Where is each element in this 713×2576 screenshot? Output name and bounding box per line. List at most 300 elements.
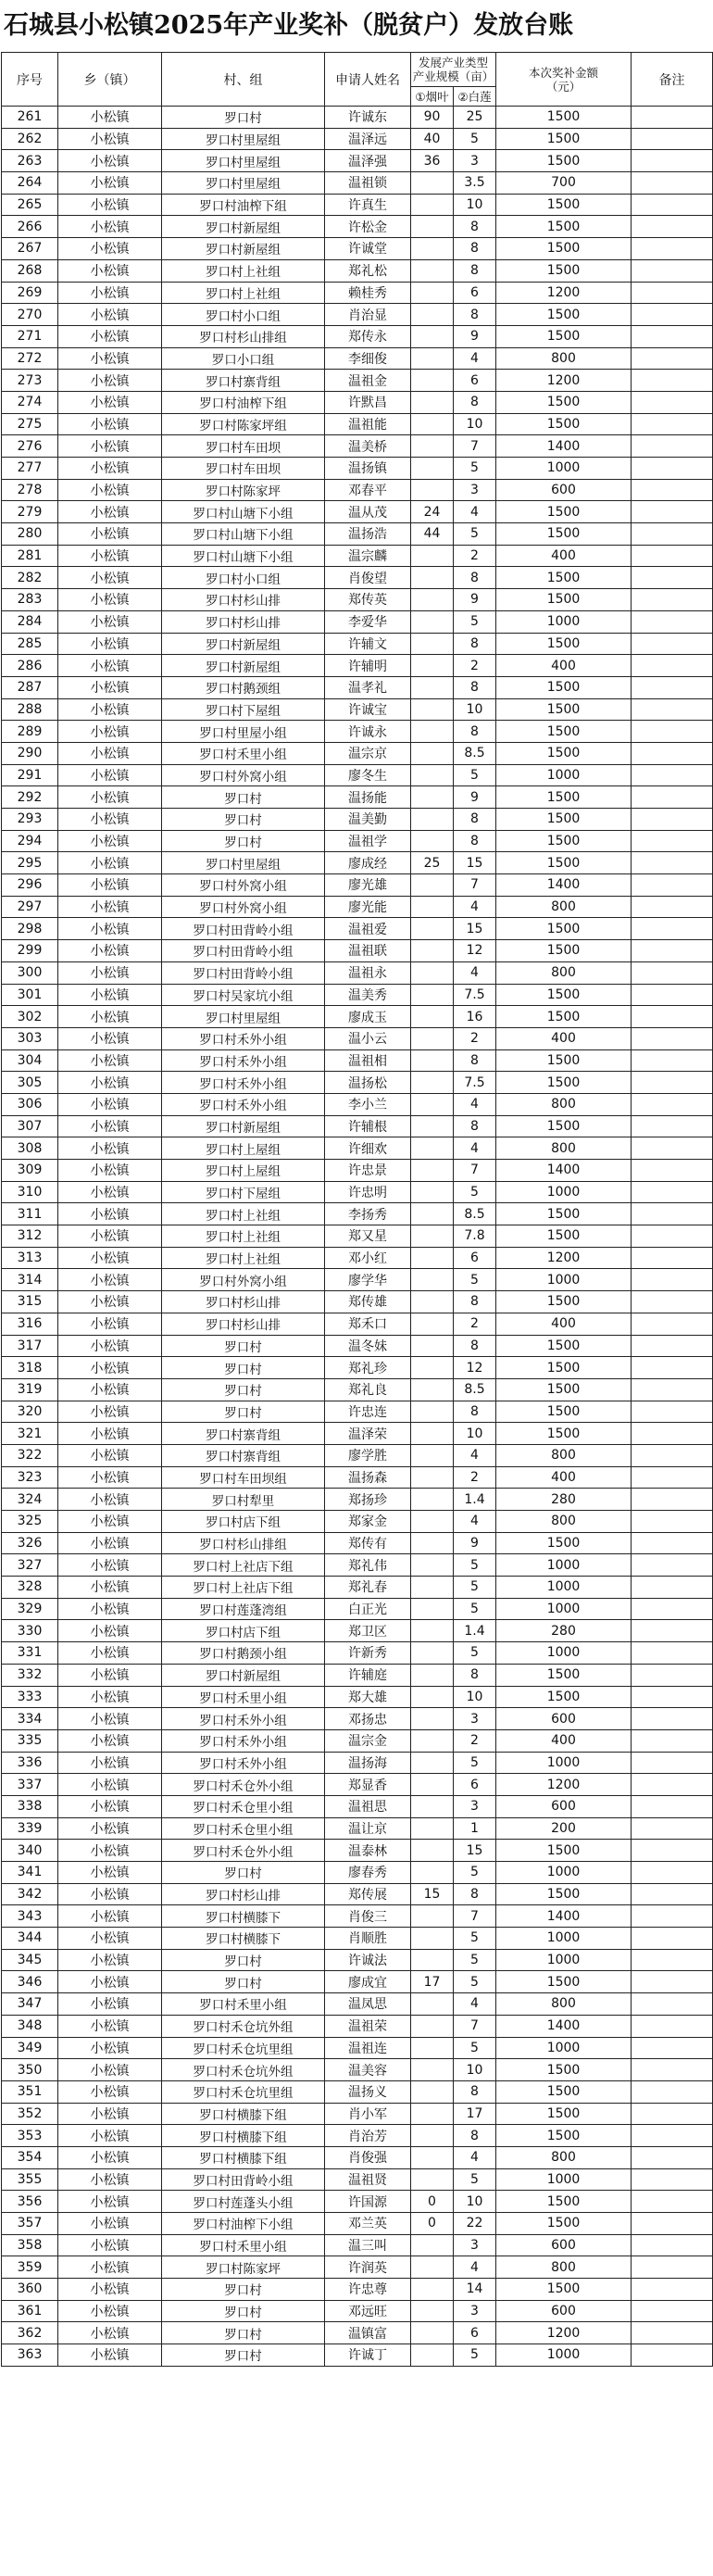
cell-village: 罗口村横膝下组 xyxy=(162,2146,325,2168)
cell-township: 小松镇 xyxy=(58,698,162,721)
cell-village: 罗口村油榨下组 xyxy=(162,391,325,413)
cell-township: 小松镇 xyxy=(58,896,162,918)
cell-remark xyxy=(632,918,713,940)
table-row xyxy=(2,984,713,1006)
table-row xyxy=(2,128,713,150)
cell-township: 小松镇 xyxy=(58,501,162,523)
cell-seq: 333 xyxy=(2,1686,58,1708)
cell-white-lotus: 14 xyxy=(454,2279,496,2301)
cell-village: 罗口村小口组 xyxy=(162,567,325,589)
cell-township: 小松镇 xyxy=(58,589,162,611)
cell-seq: 326 xyxy=(2,1532,58,1554)
cell-amount: 1500 xyxy=(496,259,632,282)
cell-township: 小松镇 xyxy=(58,1795,162,1817)
cell-seq: 353 xyxy=(2,2125,58,2147)
cell-seq: 298 xyxy=(2,918,58,940)
cell-remark xyxy=(632,2234,713,2256)
cell-remark xyxy=(632,391,713,413)
cell-village: 罗口村禾仓坑外组 xyxy=(162,2059,325,2081)
cell-applicant: 温宗麟 xyxy=(325,545,411,567)
table-row xyxy=(2,1049,713,1072)
cell-applicant: 廖成宜 xyxy=(325,1971,411,1993)
cell-township: 小松镇 xyxy=(58,1577,162,1599)
table-row xyxy=(2,1444,713,1466)
cell-white-lotus: 10 xyxy=(454,1423,496,1445)
cell-village: 罗口村犁里 xyxy=(162,1489,325,1511)
table-row xyxy=(2,676,713,698)
cell-village: 罗口村禾里小组 xyxy=(162,1993,325,2016)
cell-remark xyxy=(632,1840,713,1862)
cell-remark xyxy=(632,1247,713,1269)
cell-white-lotus: 8 xyxy=(454,1335,496,1357)
cell-remark xyxy=(632,2256,713,2279)
cell-village: 罗口村 xyxy=(162,1971,325,1993)
cell-township: 小松镇 xyxy=(58,852,162,874)
cell-applicant: 温祖金 xyxy=(325,370,411,392)
cell-township: 小松镇 xyxy=(58,1774,162,1796)
cell-seq: 265 xyxy=(2,194,58,216)
cell-remark xyxy=(632,2344,713,2367)
cell-township: 小松镇 xyxy=(58,391,162,413)
cell-white-lotus: 2 xyxy=(454,1466,496,1489)
cell-village: 罗口村下屋组 xyxy=(162,698,325,721)
cell-white-lotus: 8.5 xyxy=(454,1203,496,1225)
cell-remark xyxy=(632,2103,713,2125)
cell-white-lotus: 2 xyxy=(454,1027,496,1049)
cell-applicant: 温美勤 xyxy=(325,809,411,831)
cell-white-lotus: 8 xyxy=(454,1115,496,1137)
cell-village: 罗口村鹅颈小组 xyxy=(162,1642,325,1665)
table-row xyxy=(2,1840,713,1862)
cell-applicant: 李细俊 xyxy=(325,347,411,370)
cell-applicant: 许忠明 xyxy=(325,1181,411,1203)
cell-applicant: 温祖永 xyxy=(325,961,411,984)
cell-white-lotus: 5 xyxy=(454,1752,496,1774)
cell-white-lotus: 8 xyxy=(454,304,496,326)
cell-applicant: 温祖爱 xyxy=(325,918,411,940)
cell-remark xyxy=(632,567,713,589)
cell-applicant: 温泽强 xyxy=(325,150,411,172)
cell-seq: 323 xyxy=(2,1466,58,1489)
cell-white-lotus: 6 xyxy=(454,370,496,392)
table-row xyxy=(2,282,713,304)
table-row xyxy=(2,830,713,852)
cell-amount: 1200 xyxy=(496,282,632,304)
cell-village: 罗口村禾里小组 xyxy=(162,742,325,764)
cell-township: 小松镇 xyxy=(58,1160,162,1182)
cell-township: 小松镇 xyxy=(58,786,162,809)
cell-seq: 288 xyxy=(2,698,58,721)
cell-village: 罗口村田背岭小组 xyxy=(162,940,325,962)
table-row xyxy=(2,1532,713,1554)
cell-applicant: 李扬秀 xyxy=(325,1203,411,1225)
cell-seq: 347 xyxy=(2,1993,58,2016)
cell-white-lotus: 1 xyxy=(454,1817,496,1840)
cell-white-lotus: 8 xyxy=(454,1049,496,1072)
cell-applicant: 邓小红 xyxy=(325,1247,411,1269)
cell-tobacco xyxy=(411,1905,454,1928)
cell-remark xyxy=(632,1444,713,1466)
cell-remark xyxy=(632,2125,713,2147)
cell-applicant: 郑大雄 xyxy=(325,1686,411,1708)
cell-township: 小松镇 xyxy=(58,2234,162,2256)
cell-amount: 800 xyxy=(496,1993,632,2016)
cell-village: 罗口村 xyxy=(162,2344,325,2367)
cell-amount: 1500 xyxy=(496,238,632,260)
cell-seq: 285 xyxy=(2,633,58,655)
cell-township: 小松镇 xyxy=(58,347,162,370)
cell-white-lotus: 6 xyxy=(454,1774,496,1796)
cell-applicant: 郑传雄 xyxy=(325,1291,411,1313)
cell-applicant: 郑礼松 xyxy=(325,259,411,282)
cell-seq: 271 xyxy=(2,325,58,347)
cell-tobacco xyxy=(411,2103,454,2125)
cell-white-lotus: 3 xyxy=(454,150,496,172)
cell-amount: 1000 xyxy=(496,1577,632,1599)
cell-village: 罗口村山塘下小组 xyxy=(162,523,325,546)
cell-applicant: 许细欢 xyxy=(325,1137,411,1160)
cell-amount: 1500 xyxy=(496,1423,632,1445)
cell-tobacco xyxy=(411,918,454,940)
cell-applicant: 许诚堂 xyxy=(325,238,411,260)
header-applicant: 申请人姓名 xyxy=(325,53,411,107)
cell-village: 罗口村莲蓬湾组 xyxy=(162,1598,325,1620)
cell-seq: 346 xyxy=(2,1971,58,1993)
cell-tobacco xyxy=(411,172,454,195)
cell-applicant: 温小云 xyxy=(325,1027,411,1049)
cell-township: 小松镇 xyxy=(58,1993,162,2016)
cell-amount: 1400 xyxy=(496,2015,632,2037)
cell-tobacco: 40 xyxy=(411,128,454,150)
cell-township: 小松镇 xyxy=(58,2146,162,2168)
cell-tobacco xyxy=(411,2256,454,2279)
cell-remark xyxy=(632,2191,713,2213)
cell-tobacco xyxy=(411,655,454,677)
header-amount-line2: （元） xyxy=(545,79,582,94)
cell-township: 小松镇 xyxy=(58,830,162,852)
cell-amount: 1500 xyxy=(496,676,632,698)
cell-village: 罗口村 xyxy=(162,1862,325,1884)
cell-amount: 1500 xyxy=(496,194,632,216)
cell-amount: 1200 xyxy=(496,370,632,392)
table-row xyxy=(2,1664,713,1686)
cell-amount: 1500 xyxy=(496,633,632,655)
table-row xyxy=(2,1489,713,1511)
cell-seq: 277 xyxy=(2,458,58,480)
cell-seq: 305 xyxy=(2,1072,58,1094)
cell-remark xyxy=(632,545,713,567)
cell-applicant: 廖光雄 xyxy=(325,874,411,897)
cell-white-lotus: 8 xyxy=(454,721,496,743)
cell-white-lotus: 22 xyxy=(454,2213,496,2235)
cell-remark xyxy=(632,2168,713,2191)
cell-remark xyxy=(632,501,713,523)
cell-seq: 359 xyxy=(2,2256,58,2279)
cell-seq: 264 xyxy=(2,172,58,195)
header-village: 村、组 xyxy=(162,53,325,107)
table-row xyxy=(2,2146,713,2168)
cell-tobacco xyxy=(411,238,454,260)
cell-amount: 1000 xyxy=(496,610,632,633)
cell-applicant: 李小兰 xyxy=(325,1093,411,1115)
cell-amount: 1500 xyxy=(496,940,632,962)
cell-tobacco xyxy=(411,633,454,655)
cell-remark xyxy=(632,896,713,918)
cell-seq: 339 xyxy=(2,1817,58,1840)
table-row xyxy=(2,2279,713,2301)
cell-remark xyxy=(632,2080,713,2103)
cell-white-lotus: 4 xyxy=(454,2146,496,2168)
cell-remark xyxy=(632,940,713,962)
cell-white-lotus: 15 xyxy=(454,852,496,874)
cell-white-lotus: 6 xyxy=(454,282,496,304)
cell-applicant: 郑显香 xyxy=(325,1774,411,1796)
cell-white-lotus: 4 xyxy=(454,2256,496,2279)
cell-remark xyxy=(632,1686,713,1708)
cell-seq: 354 xyxy=(2,2146,58,2168)
cell-village: 罗口村田背岭小组 xyxy=(162,2168,325,2191)
cell-seq: 295 xyxy=(2,852,58,874)
cell-village: 罗口村 xyxy=(162,1357,325,1379)
cell-tobacco xyxy=(411,282,454,304)
cell-tobacco xyxy=(411,2125,454,2147)
cell-remark xyxy=(632,458,713,480)
cell-township: 小松镇 xyxy=(58,1269,162,1291)
cell-tobacco xyxy=(411,2080,454,2103)
cell-white-lotus: 7 xyxy=(454,435,496,458)
cell-remark xyxy=(632,676,713,698)
cell-seq: 314 xyxy=(2,1269,58,1291)
cell-applicant: 郑家金 xyxy=(325,1511,411,1533)
cell-township: 小松镇 xyxy=(58,676,162,698)
cell-white-lotus: 4 xyxy=(454,896,496,918)
cell-township: 小松镇 xyxy=(58,1225,162,1248)
table-row xyxy=(2,1774,713,1796)
cell-tobacco xyxy=(411,1225,454,1248)
cell-tobacco xyxy=(411,742,454,764)
cell-tobacco xyxy=(411,370,454,392)
cell-amount: 400 xyxy=(496,1313,632,1335)
cell-applicant: 温让京 xyxy=(325,1817,411,1840)
table-row xyxy=(2,1708,713,1730)
header-industry-group xyxy=(411,53,496,87)
cell-remark xyxy=(632,1817,713,1840)
table-row xyxy=(2,1554,713,1577)
cell-remark xyxy=(632,1532,713,1554)
cell-village: 罗口村下屋组 xyxy=(162,1181,325,1203)
cell-village: 罗口村禾外小组 xyxy=(162,1752,325,1774)
table-row xyxy=(2,2234,713,2256)
cell-remark xyxy=(632,282,713,304)
cell-applicant: 温孝礼 xyxy=(325,676,411,698)
cell-township: 小松镇 xyxy=(58,1378,162,1401)
table-row xyxy=(2,347,713,370)
cell-village: 罗口村横膝下组 xyxy=(162,2125,325,2147)
cell-township: 小松镇 xyxy=(58,1027,162,1049)
cell-tobacco xyxy=(411,610,454,633)
table-row xyxy=(2,370,713,392)
cell-white-lotus: 4 xyxy=(454,1093,496,1115)
cell-remark xyxy=(632,633,713,655)
cell-amount: 1000 xyxy=(496,1642,632,1665)
table-row xyxy=(2,2191,713,2213)
cell-tobacco xyxy=(411,1928,454,1950)
cell-white-lotus: 5 xyxy=(454,128,496,150)
cell-village: 罗口村寨背组 xyxy=(162,1423,325,1445)
table-row xyxy=(2,216,713,238)
cell-village: 罗口村新屋组 xyxy=(162,633,325,655)
table-row xyxy=(2,1795,713,1817)
cell-white-lotus: 7.5 xyxy=(454,984,496,1006)
cell-applicant: 温祖学 xyxy=(325,830,411,852)
cell-seq: 266 xyxy=(2,216,58,238)
cell-applicant: 郑禾口 xyxy=(325,1313,411,1335)
cell-white-lotus: 4 xyxy=(454,961,496,984)
cell-township: 小松镇 xyxy=(58,435,162,458)
cell-remark xyxy=(632,1620,713,1642)
cell-village: 罗口村山塘下小组 xyxy=(162,545,325,567)
cell-village: 罗口村上社组 xyxy=(162,1203,325,1225)
cell-white-lotus: 8 xyxy=(454,1291,496,1313)
cell-applicant: 温祖连 xyxy=(325,2037,411,2059)
cell-amount: 800 xyxy=(496,1444,632,1466)
cell-tobacco xyxy=(411,194,454,216)
cell-remark xyxy=(632,107,713,129)
cell-village: 罗口村油榨下小组 xyxy=(162,2213,325,2235)
table-row xyxy=(2,1072,713,1094)
table-row xyxy=(2,325,713,347)
cell-remark xyxy=(632,1883,713,1905)
cell-applicant: 温扬海 xyxy=(325,1752,411,1774)
cell-tobacco xyxy=(411,1489,454,1511)
cell-white-lotus: 4 xyxy=(454,1137,496,1160)
cell-seq: 267 xyxy=(2,238,58,260)
table-row xyxy=(2,194,713,216)
cell-white-lotus: 5 xyxy=(454,1928,496,1950)
table-row xyxy=(2,1729,713,1752)
cell-white-lotus: 25 xyxy=(454,107,496,129)
cell-tobacco xyxy=(411,479,454,501)
cell-village: 罗口村上社店下组 xyxy=(162,1577,325,1599)
cell-applicant: 肖治芳 xyxy=(325,2125,411,2147)
cell-amount: 1500 xyxy=(496,742,632,764)
cell-white-lotus: 2 xyxy=(454,1313,496,1335)
cell-tobacco xyxy=(411,1378,454,1401)
cell-tobacco xyxy=(411,1181,454,1203)
cell-tobacco xyxy=(411,940,454,962)
cell-amount: 1500 xyxy=(496,2059,632,2081)
cell-tobacco xyxy=(411,391,454,413)
cell-white-lotus: 8 xyxy=(454,676,496,698)
cell-applicant: 许忠连 xyxy=(325,1401,411,1423)
cell-township: 小松镇 xyxy=(58,567,162,589)
cell-white-lotus: 2 xyxy=(454,545,496,567)
cell-village: 罗口村车田坝 xyxy=(162,458,325,480)
table-row xyxy=(2,1598,713,1620)
cell-remark xyxy=(632,370,713,392)
cell-amount: 1500 xyxy=(496,809,632,831)
cell-tobacco: 36 xyxy=(411,150,454,172)
cell-township: 小松镇 xyxy=(58,1971,162,1993)
cell-seq: 275 xyxy=(2,413,58,435)
cell-white-lotus: 5 xyxy=(454,1971,496,1993)
cell-seq: 322 xyxy=(2,1444,58,1466)
table-row xyxy=(2,610,713,633)
table-row xyxy=(2,2080,713,2103)
cell-amount: 600 xyxy=(496,1795,632,1817)
table-row xyxy=(2,721,713,743)
cell-applicant: 温美容 xyxy=(325,2059,411,2081)
cell-village: 罗口村里屋组 xyxy=(162,172,325,195)
cell-amount: 800 xyxy=(496,1093,632,1115)
cell-seq: 308 xyxy=(2,1137,58,1160)
cell-amount: 400 xyxy=(496,1729,632,1752)
cell-seq: 280 xyxy=(2,523,58,546)
cell-seq: 263 xyxy=(2,150,58,172)
cell-amount: 1500 xyxy=(496,304,632,326)
cell-amount: 800 xyxy=(496,896,632,918)
table-row xyxy=(2,1093,713,1115)
cell-remark xyxy=(632,961,713,984)
cell-township: 小松镇 xyxy=(58,2015,162,2037)
cell-amount: 1500 xyxy=(496,984,632,1006)
cell-tobacco xyxy=(411,721,454,743)
cell-township: 小松镇 xyxy=(58,918,162,940)
cell-amount: 1000 xyxy=(496,764,632,786)
table-row xyxy=(2,1862,713,1884)
table-row xyxy=(2,107,713,129)
cell-applicant: 温美秀 xyxy=(325,984,411,1006)
cell-village: 罗口村田背岭小组 xyxy=(162,961,325,984)
cell-township: 小松镇 xyxy=(58,1313,162,1335)
table-row xyxy=(2,1006,713,1028)
cell-tobacco xyxy=(411,1203,454,1225)
cell-applicant: 郑礼良 xyxy=(325,1378,411,1401)
cell-white-lotus: 5 xyxy=(454,1949,496,1971)
cell-village: 罗口村禾外小组 xyxy=(162,1072,325,1094)
cell-remark xyxy=(632,479,713,501)
cell-applicant: 廖春秀 xyxy=(325,1862,411,1884)
cell-amount: 1500 xyxy=(496,852,632,874)
table-row xyxy=(2,1466,713,1489)
cell-amount: 600 xyxy=(496,2300,632,2322)
table-row xyxy=(2,1949,713,1971)
cell-village: 罗口村禾外小组 xyxy=(162,1027,325,1049)
cell-amount: 1500 xyxy=(496,589,632,611)
cell-township: 小松镇 xyxy=(58,764,162,786)
cell-applicant: 肖治显 xyxy=(325,304,411,326)
cell-white-lotus: 8 xyxy=(454,830,496,852)
cell-applicant: 温凤思 xyxy=(325,1993,411,2016)
cell-white-lotus: 8.5 xyxy=(454,1378,496,1401)
cell-village: 罗口村上社组 xyxy=(162,1247,325,1269)
cell-village: 罗口村新屋组 xyxy=(162,216,325,238)
cell-applicant: 邓远旺 xyxy=(325,2300,411,2322)
cell-applicant: 许诚东 xyxy=(325,107,411,129)
cell-seq: 297 xyxy=(2,896,58,918)
cell-township: 小松镇 xyxy=(58,721,162,743)
cell-white-lotus: 5 xyxy=(454,2344,496,2367)
cell-amount: 1500 xyxy=(496,1115,632,1137)
cell-township: 小松镇 xyxy=(58,1862,162,1884)
cell-amount: 280 xyxy=(496,1489,632,1511)
cell-village: 罗口村寨背组 xyxy=(162,370,325,392)
cell-white-lotus: 10 xyxy=(454,1686,496,1708)
cell-amount: 1500 xyxy=(496,1883,632,1905)
cell-village: 罗口村杉山排 xyxy=(162,610,325,633)
cell-township: 小松镇 xyxy=(58,1049,162,1072)
cell-applicant: 肖俊三 xyxy=(325,1905,411,1928)
